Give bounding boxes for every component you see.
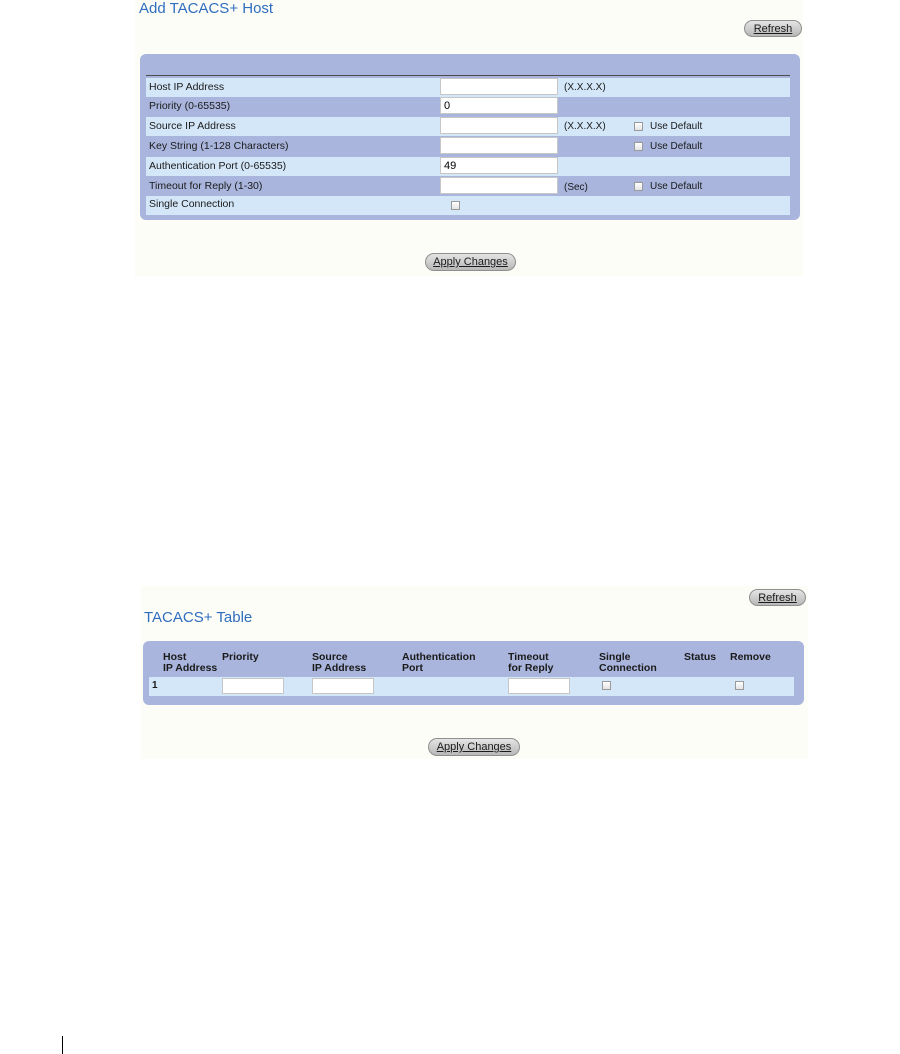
field-row-timeout [146, 177, 790, 196]
row-timeout-input[interactable] [508, 678, 570, 694]
host-settings-panel [140, 54, 800, 220]
field-row-host-ip [146, 78, 790, 97]
col-header-timeout: Timeout for Reply [508, 651, 554, 674]
row-source-ip-input[interactable] [312, 678, 374, 694]
col-header-host-ip: Host IP Address [163, 651, 218, 674]
table-row [149, 677, 794, 696]
single-connection-label: Single Connection [149, 198, 235, 210]
col-header-remove: Remove [730, 651, 771, 663]
add-host-page [135, 0, 803, 276]
panel-divider [146, 75, 790, 76]
source-ip-format-hint: (X.X.X.X) [564, 121, 606, 132]
field-row-auth-port [146, 157, 790, 176]
source-ip-label: Source IP Address [149, 120, 236, 132]
priority-input[interactable] [440, 97, 558, 114]
source-ip-use-default-label: Use Default [650, 121, 703, 132]
page-margin-bar [62, 1036, 63, 1054]
table-title: TACACS+ Table [144, 609, 253, 626]
source-ip-input[interactable] [440, 117, 558, 134]
col-header-auth-port: Authentication Port [402, 651, 476, 674]
timeout-use-default-label: Use Default [650, 181, 703, 192]
apply-changes-button[interactable]: Apply Changes [425, 253, 516, 271]
col-header-priority: Priority [222, 651, 259, 663]
row-single-connection-checkbox[interactable] [602, 681, 611, 690]
timeout-unit-hint: (Sec) [564, 182, 588, 193]
timeout-label: Timeout for Reply (1-30) [149, 180, 263, 192]
field-row-key-string [146, 137, 790, 156]
tacacs-table-page [141, 586, 808, 759]
priority-label: Priority (0-65535) [149, 100, 231, 112]
key-string-label: Key String (1-128 Characters) [149, 140, 289, 152]
host-ip-format-hint: (X.X.X.X) [564, 82, 606, 93]
col-header-single-connection: Single Connection [599, 651, 657, 674]
timeout-input[interactable] [440, 177, 558, 194]
auth-port-input[interactable] [440, 157, 558, 174]
key-string-input[interactable] [440, 137, 558, 154]
row-index: 1 [152, 680, 158, 691]
refresh-button[interactable]: Refresh [744, 20, 802, 37]
host-ip-label: Host IP Address [149, 81, 225, 93]
key-string-use-default-label: Use Default [650, 141, 703, 152]
tacacs-table [143, 641, 804, 705]
row-priority-input[interactable] [222, 678, 284, 694]
source-ip-use-default-checkbox[interactable] [634, 122, 643, 131]
field-row-priority [146, 97, 790, 116]
host-ip-input[interactable] [440, 78, 558, 95]
page-title: Add TACACS+ Host [139, 0, 274, 17]
timeout-use-default-checkbox[interactable] [634, 182, 643, 191]
row-remove-checkbox[interactable] [735, 681, 744, 690]
col-header-source-ip: Source IP Address [312, 651, 367, 674]
field-row-single-connection [146, 196, 790, 215]
col-header-status: Status [684, 651, 717, 663]
table-apply-changes-button[interactable]: Apply Changes [428, 738, 520, 756]
single-connection-checkbox[interactable] [451, 201, 460, 210]
auth-port-label: Authentication Port (0-65535) [149, 160, 287, 172]
field-row-source-ip [146, 117, 790, 136]
table-refresh-button[interactable]: Refresh [749, 589, 806, 606]
key-string-use-default-checkbox[interactable] [634, 142, 643, 151]
